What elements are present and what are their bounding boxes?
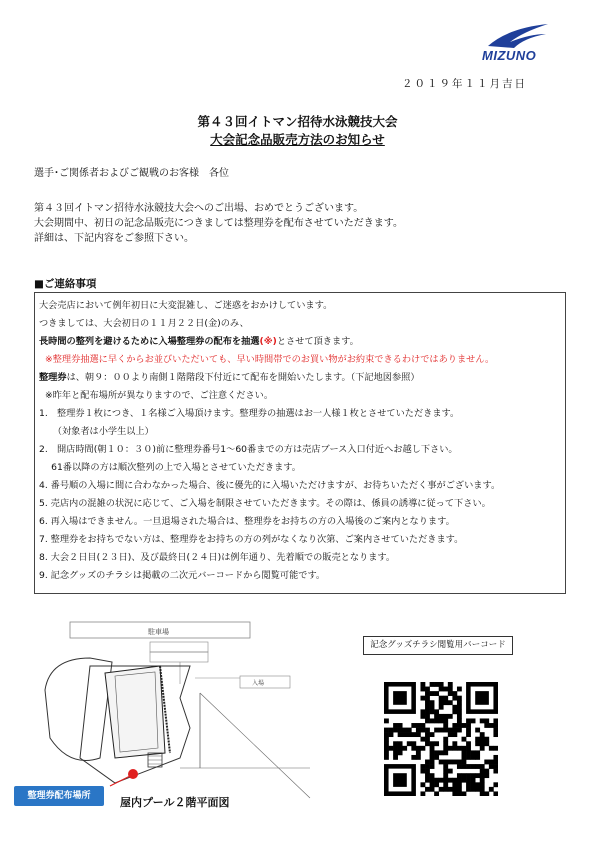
- document-subtitle: 大会記念品販売方法のお知らせ: [210, 132, 385, 147]
- ticket-label: 整理券: [39, 372, 67, 383]
- addressee: 選手･ご関係者およびご観戦のお客様 各位: [34, 168, 229, 179]
- list-item: 9. 記念グッズのチラシは掲載の二次元バーコードから閲覧可能です。: [39, 570, 326, 581]
- list-item: 8. 大会２日目(２３日)、及び最終日(２４日)は例年通り、先着順での販売となります。: [39, 552, 396, 563]
- intro-line: 第４３回イトマン招待水泳競技大会へのご出場、おめでとうございます。: [34, 203, 364, 214]
- intro-paragraph: [34, 201, 403, 246]
- list-item: 1. 整理券１枚につき、１名様ご入場頂けます。整理券の抽選はお一人様１枚とさせていただきます。: [39, 408, 460, 419]
- lottery-emphasis: 長時間の整列を避けるために入場整理券の配布を抽選: [39, 336, 260, 347]
- notice-line: つきましては、大会初日の１１月２２日(金)のみ、: [39, 318, 249, 329]
- notice-line-emphasis: [39, 333, 359, 347]
- list-item: 6. 再入場はできません。一旦退場された場合は、整理券をお持ちの方の入場後のご案内となります。: [39, 516, 455, 527]
- list-item: 5. 売店内の混雑の状況に応じて、ご入場を制限させていただきます。その際は、係員の誘導に従って下さい。: [39, 498, 491, 509]
- notice-text: とさせて頂きます。: [276, 336, 359, 347]
- map-caption: 屋内プール２階平面図: [120, 796, 230, 809]
- qr-code-icon: [384, 682, 498, 796]
- mizuno-logo: [468, 20, 558, 65]
- document-date: ２０１９年１１月吉日: [402, 78, 527, 90]
- barcode-label: 記念グッズチラシ閲覧用バーコード: [363, 636, 513, 655]
- notice-line: 大会売店において例年初日に大変混雑し、ご迷惑をおかけしています。: [39, 300, 333, 311]
- location-change-note: ※昨年と配布場所が異なりますので、ご注意ください。: [45, 390, 274, 401]
- document-title: 第４３回イトマン招待水泳競技大会: [197, 114, 398, 129]
- section-heading: ■ご連絡事項: [34, 278, 97, 290]
- parking-label: 駐車場: [148, 628, 169, 636]
- list-item: 61番以降の方は順次整列の上で入場とさせていただきます。: [39, 462, 301, 473]
- lottery-caution: ※整理券抽選に早くからお並びいただいても、早い時間帯でのお買い物がお約束できるわけではありません。: [45, 354, 495, 365]
- intro-line: 詳細は、下記内容をご参照下さい。: [34, 233, 194, 244]
- brand-name: MIZUNO: [482, 48, 537, 63]
- mizuno-runbird-icon: [468, 20, 558, 50]
- qr-code[interactable]: [384, 682, 498, 796]
- list-item: （対象者は小学生以上）: [39, 426, 154, 437]
- notice-text: は、朝９：００より南側１階階段下付近にて配布を開始いたします。（下記地図参照）: [66, 372, 420, 383]
- floor-plan-drawing: [30, 618, 330, 808]
- notice-box: [34, 292, 566, 594]
- intro-line: 大会期間中、初日の記念品販売につきましては整理券を配布させていただきます。: [34, 218, 403, 229]
- floor-map: [30, 618, 330, 808]
- lottery-mark: (※): [259, 336, 277, 347]
- list-item: 4. 番号順の入場に間に合わなかった場合、後に優先的に入場いただけますが、お待ちいただく事がございます。: [39, 480, 501, 491]
- list-item: 7. 整理券をお持ちでない方は、整理券をお持ちの方の列がなくなり次第、ご案内させていただきます。: [39, 534, 464, 545]
- distribution-location-badge: 整理券配布場所: [14, 786, 104, 806]
- list-item: 2. 開店時間(朝１０：３０)前に整理券番号1～60番までの方は売店ブース入口付近へお越し下さい。: [39, 444, 458, 455]
- entrance-label: 入場: [252, 680, 265, 687]
- distribution-point-marker: [128, 769, 138, 779]
- distribution-info: [39, 369, 420, 383]
